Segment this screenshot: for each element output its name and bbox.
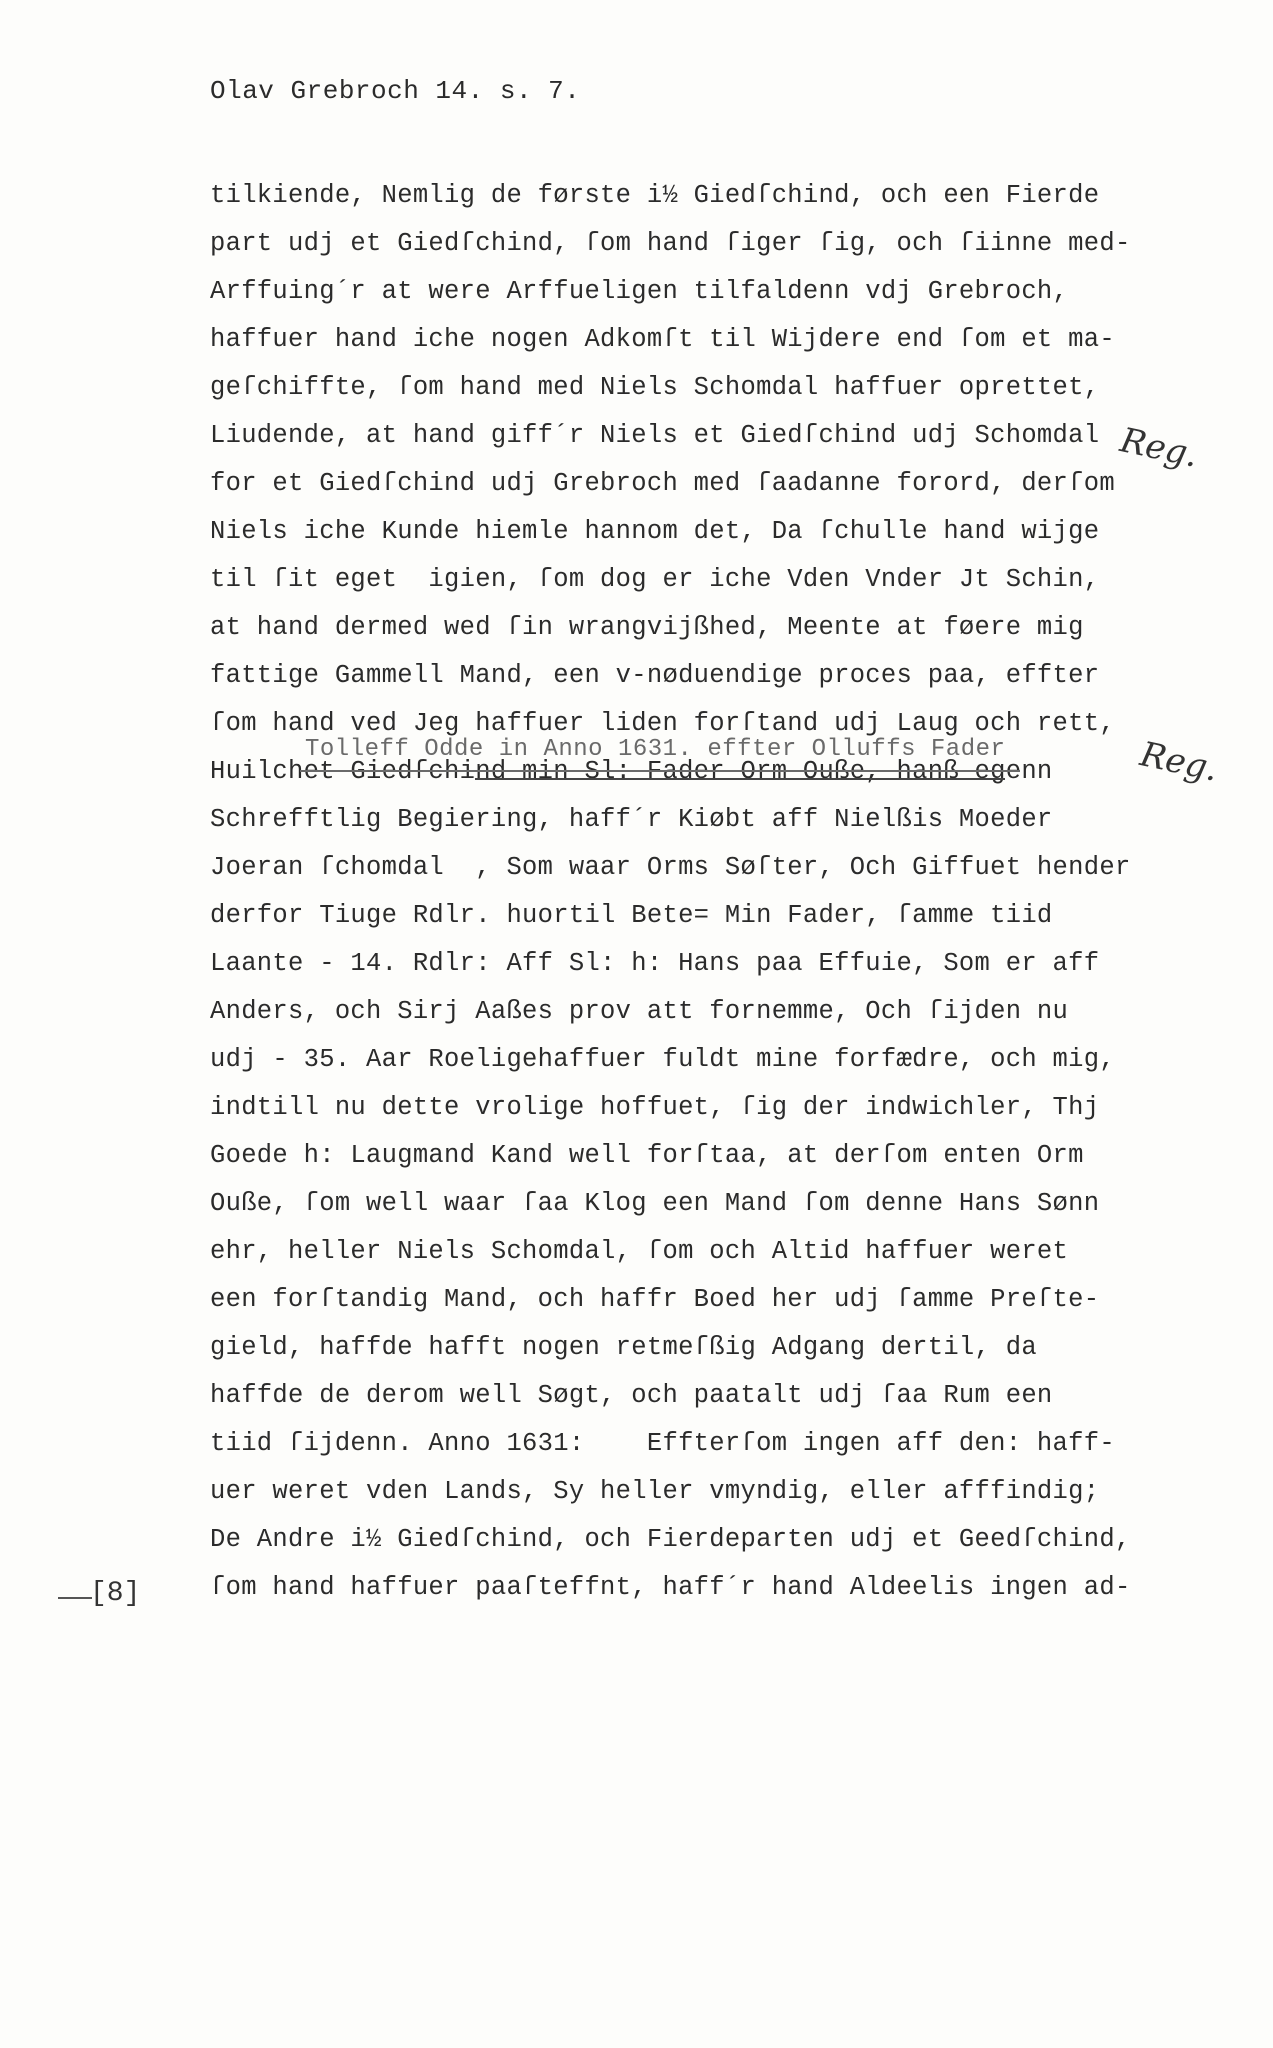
text-line: tiid ſijdenn. Anno 1631: Effterſom ingen aff den: haff- [210, 1429, 1115, 1458]
text-line: for et Giedſchind udj Grebroch med ſaadanne forord, derſom [210, 469, 1115, 498]
text-line: haffuer hand iche nogen Adkomſt til Wijdere end ſom et ma- [210, 325, 1115, 354]
text-line: ſom hand haffuer paaſteffnt, haff´r hand Aldeelis ingen ad- [210, 1573, 1131, 1602]
text-line: til ſit eget igien, ſom dog er iche Vden Vnder Jt Schin, [210, 565, 1100, 594]
text-line: at hand dermed wed ſin wrangvijßhed, Meente at føere mig [210, 613, 1084, 642]
text-line: Huilchet Giedſchind min Sl: Fader Orm Ouße, hanß egenn [210, 757, 1053, 786]
text-line: derfor Tiuge Rdlr. huortil Bete= Min Fader, ſamme tiid [210, 901, 1053, 930]
text-line: uer weret vden Lands, Sy heller vmyndig, eller afffindig; [210, 1477, 1100, 1506]
page-marker: [8] [90, 1578, 141, 1609]
text-line: Schrefftlig Begiering, haff´r Kiøbt aff Nielßis Moeder [210, 805, 1053, 834]
text-line: haffde de derom well Søgt, och paatalt udj ſaa Rum een [210, 1381, 1053, 1410]
page-heading: Olav Grebroch 14. s. 7. [210, 76, 581, 106]
text-line: Niels iche Kunde hiemle hannom det, Da ſchulle hand wijge [210, 517, 1100, 546]
insertion-underline [300, 770, 1020, 772]
text-line: ehr, heller Niels Schomdal, ſom och Altid haffuer weret [210, 1237, 1069, 1266]
text-line: Arffuing´r at were Arffueligen tilfaldenn vdj Grebroch, [210, 277, 1069, 306]
text-line: fattige Gammell Mand, een v-nøduendige proces paa, effter [210, 661, 1100, 690]
text-line: Ouße, ſom well waar ſaa Klog een Mand ſom denne Hans Sønn [210, 1189, 1100, 1218]
text-line: Goede h: Laugmand Kand well forſtaa, at derſom enten Orm [210, 1141, 1084, 1170]
text-line: Liudende, at hand giff´r Niels et Giedſchind udj Schomdal [210, 421, 1100, 450]
margin-note-reg-2: Reg. [1136, 734, 1222, 790]
text-line: indtill nu dette vrolige hoffuet, ſig der indwichler, Thj [210, 1093, 1100, 1122]
text-line: geſchiffte, ſom hand med Niels Schomdal haffuer oprettet, [210, 373, 1100, 402]
text-line: tilkiende, Nemlig de første i½ Giedſchind, och een Fierde [210, 181, 1100, 210]
text-line: Joeran ſchomdal , Som waar Orms Søſter, Och Giffuet hender [210, 853, 1131, 882]
handwritten-insertion: Tolleff Odde in Anno 1631. effter Olluffs Fader [305, 736, 1006, 763]
text-line: part udj et Giedſchind, ſom hand ſiger ſig, och ſiinne med- [210, 229, 1131, 258]
page-marker-rule [58, 1597, 92, 1599]
strike-through-line [475, 778, 1005, 780]
text-line: udj - 35. Aar Roeligehaffuer fuldt mine forfædre, och mig, [210, 1045, 1115, 1074]
text-line: Anders, och Sirj Aaßes prov att fornemme, Och ſijden nu [210, 997, 1069, 1026]
text-line: een forſtandig Mand, och haffr Boed her udj ſamme Preſte- [210, 1285, 1100, 1314]
text-line: De Andre i½ Giedſchind, och Fierdeparten udj et Geedſchind, [210, 1525, 1131, 1554]
text-line: Laante - 14. Rdlr: Aff Sl: h: Hans paa Effuie, Som er aff [210, 949, 1100, 978]
text-line: ſom hand ved Jeg haffuer liden forſtand udj Laug och rett, [210, 709, 1115, 738]
margin-note-reg-1: Reg. [1116, 420, 1202, 476]
text-line: gield, haffde hafft nogen retmeſßig Adgang dertil, da [210, 1333, 1037, 1362]
